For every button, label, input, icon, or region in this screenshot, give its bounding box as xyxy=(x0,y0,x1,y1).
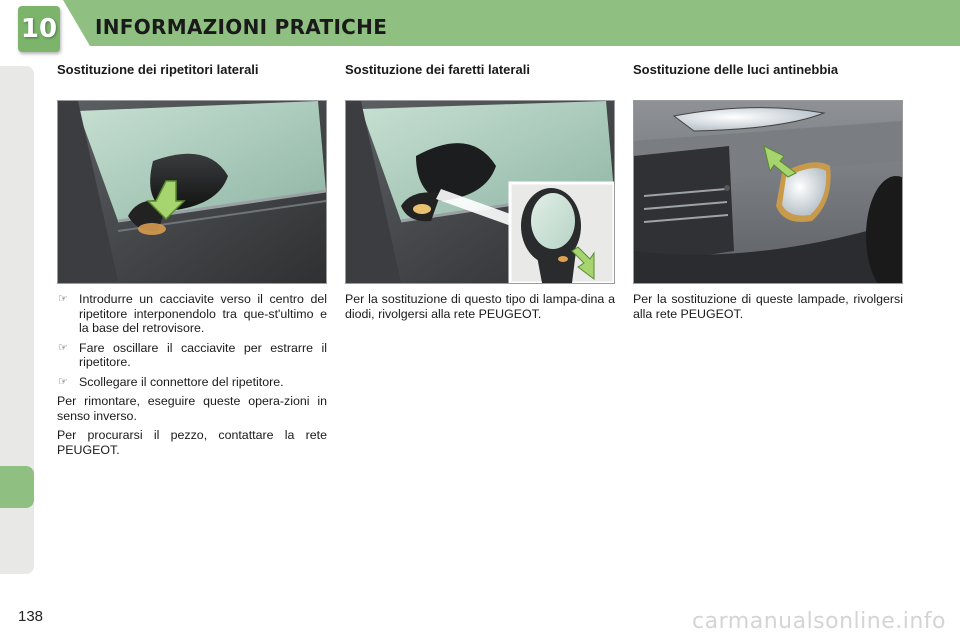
mirror-repeater-illustration xyxy=(57,100,327,284)
chapter-badge xyxy=(18,6,60,52)
instruction-item: ☞ Scollegare il connettore del ripetitore. xyxy=(58,374,284,389)
fog-light-illustration xyxy=(633,100,903,284)
instruction-item: ☞ Introdurre un cacciavite verso il centro del ripetitore interponendolo tra que-st'ultimo e la base del retrovisore. xyxy=(58,292,327,335)
column-fog-lights xyxy=(633,62,903,321)
page-number: 138 xyxy=(18,608,44,625)
pointing-hand-icon: ☞ xyxy=(58,293,68,305)
column-side-spotlights xyxy=(345,62,615,321)
mirror-spotlight-illustration xyxy=(345,100,615,284)
column-text xyxy=(633,292,903,326)
instruction-item: ☞ Fare oscillare il cacciavite per estrarre il ripetitore. xyxy=(58,340,327,369)
chapter-number: 10 xyxy=(20,14,58,44)
section-heading: Sostituzione dei ripetitori laterali xyxy=(57,62,259,77)
fog-light-svg xyxy=(634,101,902,283)
mirror-repeater-svg xyxy=(58,101,326,283)
paragraph: Per la sostituzione di queste lampade, rivolgersi alla rete PEUGEOT. xyxy=(633,292,903,321)
column-text xyxy=(57,292,327,462)
pointing-hand-icon: ☞ xyxy=(58,341,68,354)
instruction-list xyxy=(57,292,327,389)
column-text xyxy=(345,292,615,326)
column-side-repeaters xyxy=(57,62,327,457)
paragraph: Per rimontare, eseguire queste opera-zioni in senso inverso. xyxy=(57,394,327,423)
paragraph: Per la sostituzione di questo tipo di lampa-dina a diodi, rivolgersi alla rete PEUGEOT. xyxy=(345,292,615,321)
side-chapter-tab[interactable] xyxy=(0,466,34,508)
paragraph: Per procurarsi il pezzo, contattare la rete PEUGEOT. xyxy=(57,428,327,457)
section-heading: Sostituzione delle luci antinebbia xyxy=(633,62,839,77)
section-heading: Sostituzione dei faretti laterali xyxy=(345,62,530,77)
mirror-spotlight-svg xyxy=(346,101,614,283)
pointing-hand-icon: ☞ xyxy=(58,375,68,388)
page-title: INFORMAZIONI PRATICHE xyxy=(95,15,388,39)
watermark: carmanualsonline.info xyxy=(692,609,946,634)
